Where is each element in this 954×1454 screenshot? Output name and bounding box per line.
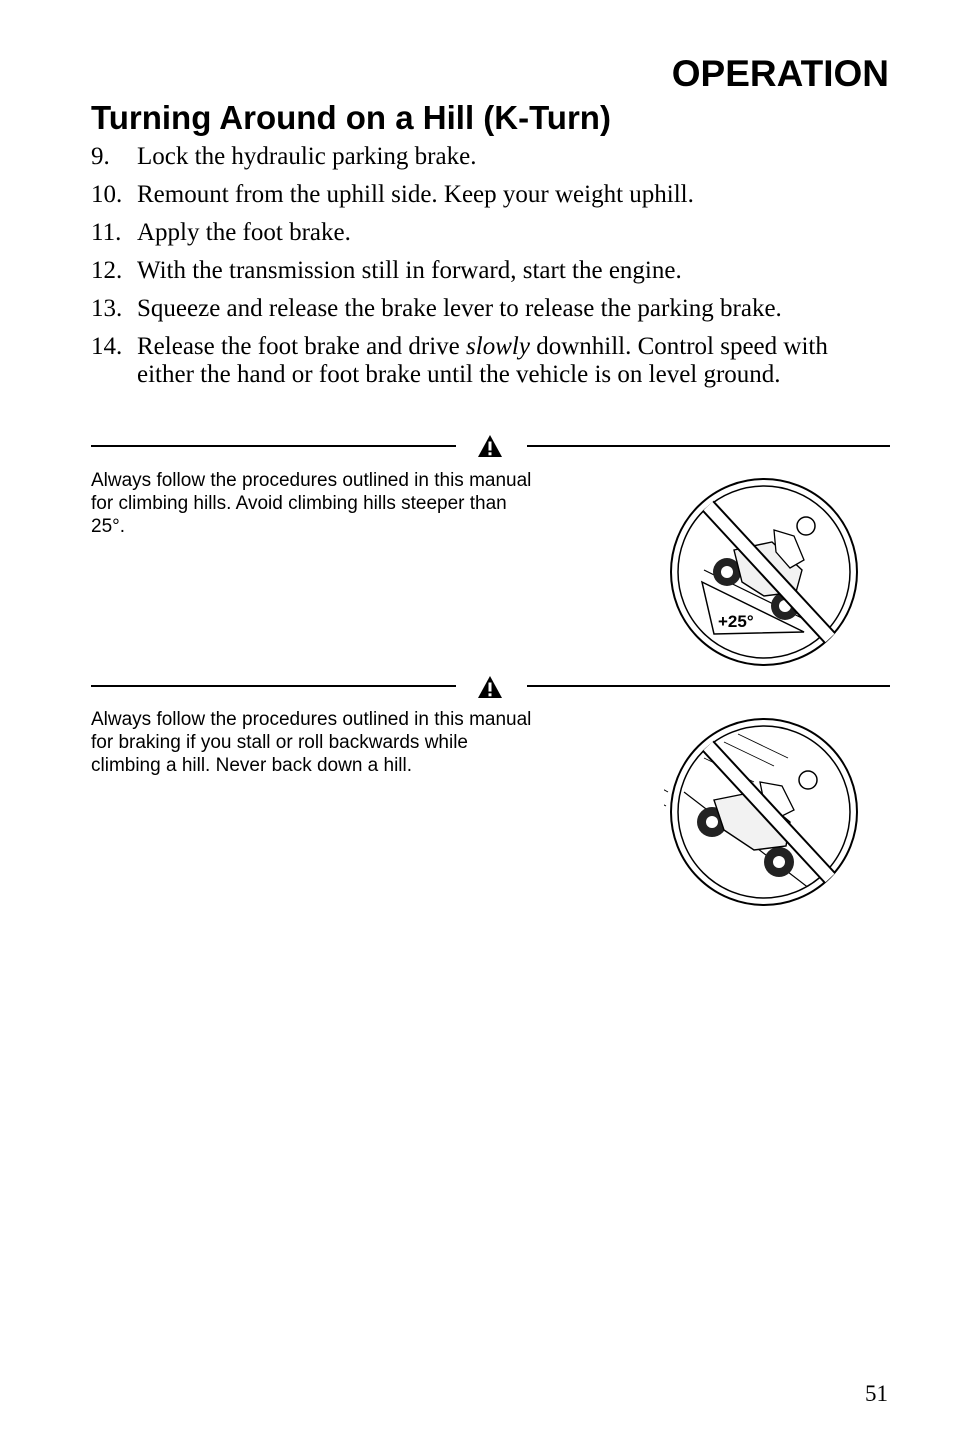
list-item [91,295,881,323]
list-item [91,181,881,209]
step-text-emphasis: slowly [466,333,530,360]
page-number: 51 [865,1381,888,1406]
step-number: 9. [91,143,110,170]
warning-divider-right [527,685,890,687]
step-number: 10. [91,181,123,208]
page-heading: Turning Around on a Hill (K-Turn) [91,99,611,136]
step-text: With the transmission still in forward, start the engine. [137,257,682,284]
section-title: OPERATION [671,53,889,94]
warning-text: Always follow the procedures outlined in this manual for climbing hills. Avoid climbing hills steeper than 25°. [91,470,532,537]
step-text: Squeeze and release the brake lever to release the parking brake. [137,295,782,322]
list-item [91,257,881,285]
step-text: Apply the foot brake. [137,219,351,246]
step-text: Remount from the uphill side. Keep your weight uphill. [137,181,694,208]
warning-triangle-icon [477,675,503,699]
step-text [137,333,828,388]
slope-angle-label: +25° [718,612,754,631]
warning-divider-right [527,445,890,447]
step-number: 13. [91,295,123,322]
step-number: 11. [91,219,122,246]
step-number: 12. [91,257,123,284]
list-item [91,333,881,389]
procedure-steps [91,143,881,399]
warning-divider-left [91,445,456,447]
warning-text: Always follow the procedures outlined in this manual for braking if you stall or roll backwards while climbing a hill. Never back down a hill. [91,709,532,776]
step-text-after: downhill. Control speed with either the hand or foot brake until the vehicle is on level ground. [137,333,828,388]
rolling-back-prohibited-illustration [664,712,864,912]
warning-divider-left [91,685,456,687]
warning-triangle-icon [477,434,503,458]
list-item [91,219,881,247]
list-item [91,143,881,171]
steep-hill-prohibited-illustration [664,472,864,672]
step-text-before: Release the foot brake and drive [137,333,467,360]
step-text: Lock the hydraulic parking brake. [137,143,477,170]
step-number: 14. [91,333,123,360]
